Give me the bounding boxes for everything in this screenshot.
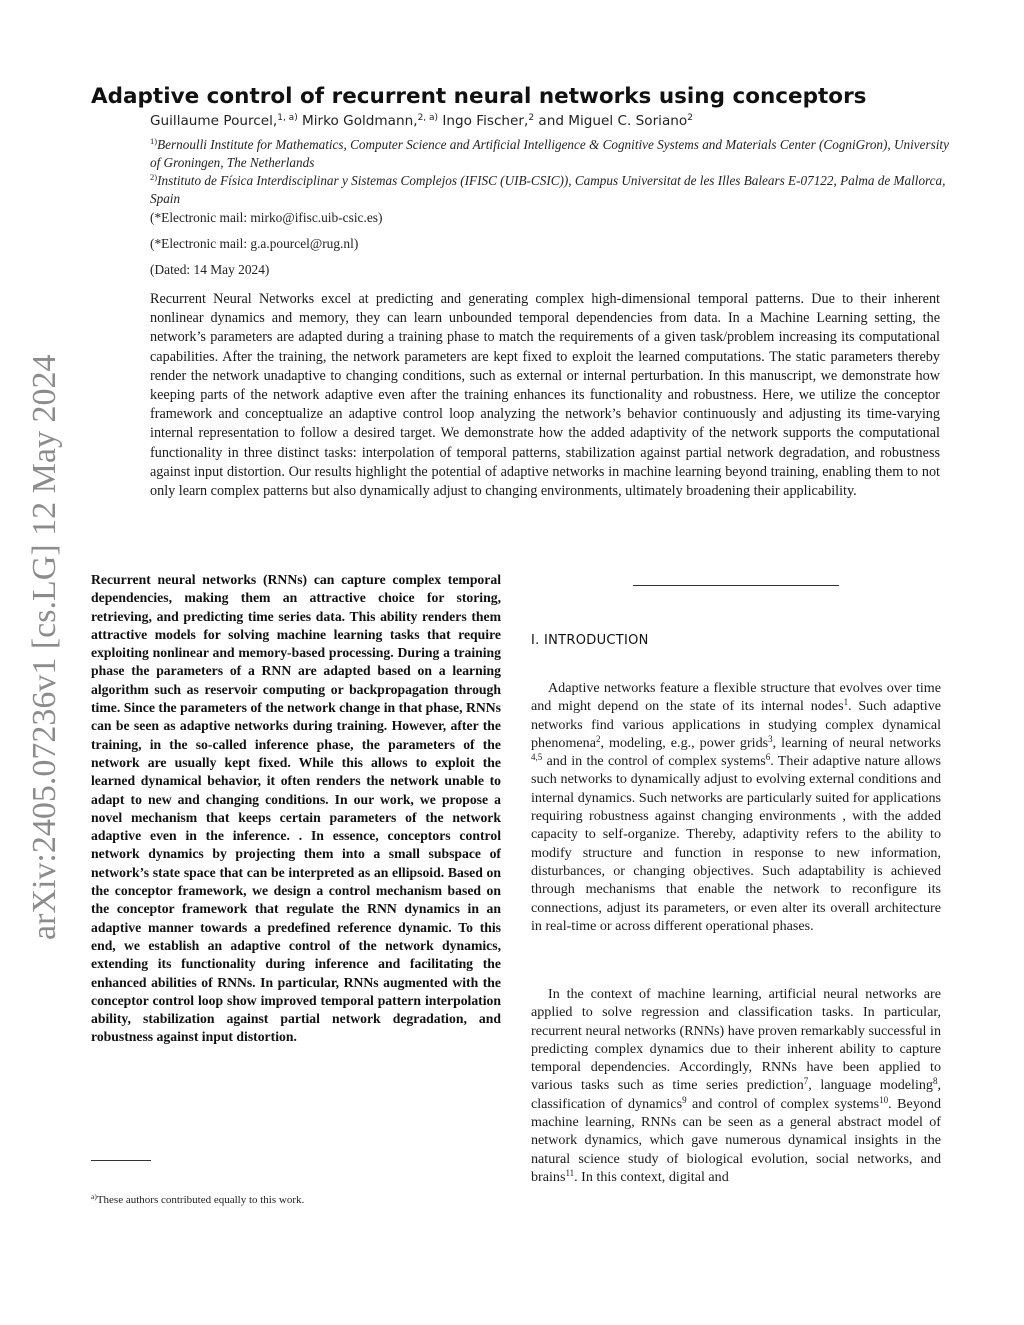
author-affiliation-mark: 2 [687,113,693,123]
author-affiliation-mark: 1, a) [277,113,298,123]
paragraph-text: , classification of dynamics [531,1077,942,1112]
citation-superscript: 7 [803,1076,809,1087]
citation-superscript: 2 [595,733,601,744]
author-affiliation-mark: 2, a) [417,113,439,123]
citation-superscript: 1 [843,697,849,708]
footnote-mark: a) [91,1192,97,1201]
affiliation-mark: 1) [150,136,158,146]
citation-superscript: 9 [682,1094,687,1105]
email-note-1: (*Electronic mail: mirko@ifisc.uib-csic.es) [150,210,383,225]
author-name: Mirko Goldmann, [302,113,418,129]
footnote [91,1192,501,1206]
paragraph-text: , modeling, e.g., power grids [600,734,769,751]
abstract: Recurrent Neural Networks excel at predicting and generating complex high-dimensional temporal patterns. Due to their inherent nonlinear dynamics and memory, they can learn unbounded temporal dependencies from data. In a Machine Learning setting, the network’s parameters are adapted during a training phase to match the requirements of a given task/problem increasing its computational capabilities. After the training, the network parameters are kept fixed to exploit the learned computations. The static parameters thereby render the network unadaptive to changing conditions, such as external or internal perturbation. In this manuscript, we demonstrate how keeping parts of the network adaptive even after the training enhances its functionality and robustness. Here, we utilize the conceptor framework and conceptualize an adaptive control loop analyzing the network’s behavior continuously and adjusting its time-varying internal representation to follow a desired target. We demonstrate how the added adaptivity of the network supports the computational functionality in three distinct tasks: interpolation of temporal patterns, stabilization against partial network degradation, and robustness against input distortion. Our results highlight the potential of adaptive networks in machine learning beyond training, enabling them to not only learn complex patterns but also dynamically adjust to changing environments, ultimately broadening their applicability. [150,291,940,500]
paragraph-text: . Such adaptive networks find various applications in studying complex dynamical phenomena [531,698,941,751]
affiliation-mark: 2) [150,172,158,182]
paragraph-text: . Beyond machine learning, RNNs can be seen as a general abstract model of network dynamics, which gave numerous dynamical insights in the natural science study of biological evolution, social networks, and brains [531,1095,942,1185]
affiliation-2 [150,168,950,208]
arxiv-identifier-stamp: arXiv:2405.07236v1 [cs.LG] 12 May 2024 [26,354,63,940]
paragraph-text: . Their adaptive nature allows such networks to dynamically adjust to evolving external conditions and internal dynamics. Such networks are particularly suited for applications requiring robustness against changing environments , with the added capacity to self-organize. Thereby, adaptivity refers to the ability to modify structure and function in response to new information, disturbances, or changing objectives. Such adaptability is achieved through mechanisms that enable the network to reconfigure its connections, adjust its parameters, or even alter its overall architecture in real-time or across different operational phases. [531,753,941,934]
lead-paragraph: Recurrent neural networks (RNNs) can capture complex temporal dependencies, making them an attractive choice for storing, retrieving, and predicting time series data. This ability renders them attractive models for solving machine learning tasks that require exploiting nonlinear and memory-based processing. During a training phase the parameters of a RNN are adapted based on a learning algorithm such as reservoir computing or backpropagation through time. Since the parameters of the network change in that phase, RNNs can be seen as adaptive networks during training. However, after the training, in the so-called inference phase, the parameters of the network are usually kept fixed. While this allows to exploit the learned dynamical behavior, it often renders the network unable to adapt to new and changing conditions. In our work, we propose a novel mechanism that keeps certain parameters of the network adaptive even in the inference. . In essence, conceptors control network dynamics by projecting them into a small subspace of network’s state space that can be interpreted as an ellipsoid. Based on the conceptor framework, we design a control mechanism based on the conceptor framework that regulate the RNN dynamics in an adaptive manner towards a predefined reference dynamic. To this end, we establish an adaptive control of the network dynamics, extending its functionality during inference and facilitating the enhanced abilities of RNNs. In particular, RNNs augmented with the conceptor control loop show improved temporal pattern interpolation ability, stabilization against partial network degradation, and robustness against input distortion. [91,572,501,1045]
footnote-text: These authors contributed equally to this work. [96,1194,305,1206]
citation-superscript: 3 [768,733,773,744]
author-list [150,113,950,129]
section-heading-introduction: I. INTRODUCTION [531,633,649,648]
affiliation-text: Bernoulli Institute for Mathematics, Computer Science and Artificial Intelligence & Cognitive Systems and Materials Center (CogniGron), University of Groningen, The Netherlands [150,137,949,170]
abstract-separator-rule [633,585,839,586]
author-name: Ingo Fischer, [442,113,529,129]
introduction-paragraph-1 [531,679,941,935]
citation-superscript: 10 [879,1094,889,1105]
introduction-paragraph-2 [531,985,941,1186]
paragraph-text: and in the control of complex systems [542,753,766,770]
paragraph-text: and control of complex systems [686,1095,880,1112]
author-name: Guillaume Pourcel, [150,113,278,129]
citation-superscript: 11 [565,1167,575,1178]
email-note-2: (*Electronic mail: g.a.pourcel@rug.nl) [150,236,359,251]
paragraph-text: Adaptive networks feature a flexible structure that evolves over time and might depend on the state of its internal nodes [531,680,941,715]
author-name: and Miguel C. Soriano [538,113,688,129]
affiliation-1 [150,132,950,172]
paper-title: Adaptive control of recurrent neural networks using conceptors [91,84,867,109]
affiliation-text: Instituto de Física Interdisciplinar y Sistemas Complejos (IFISC (UIB-CSIC)), Campus Universitat de les Illes Balears E-07122, Palma de Mallorca, Spain [150,173,946,206]
paragraph-text: , language modeling [808,1077,933,1094]
citation-superscript: 8 [932,1076,938,1087]
footnote-rule [91,1160,151,1161]
paragraph-text: , learning of neural networks [772,734,941,751]
date-line: (Dated: 14 May 2024) [150,262,270,277]
author-affiliation-mark: 2 [528,113,535,123]
citation-superscript: 6 [765,752,771,763]
paragraph-text: . In this context, digital and [574,1168,729,1185]
paragraph-text: In the context of machine learning, artificial neural networks are applied to solve regression and classification tasks. In particular, recurrent neural networks (RNNs) have proven remarkably successful in predicting complex dynamics due to their inherent ability to capture temporal dependencies. Accordingly, RNNs have been applied to various tasks such as time series prediction [531,986,941,1094]
citation-superscript: 4,5 [531,752,543,763]
